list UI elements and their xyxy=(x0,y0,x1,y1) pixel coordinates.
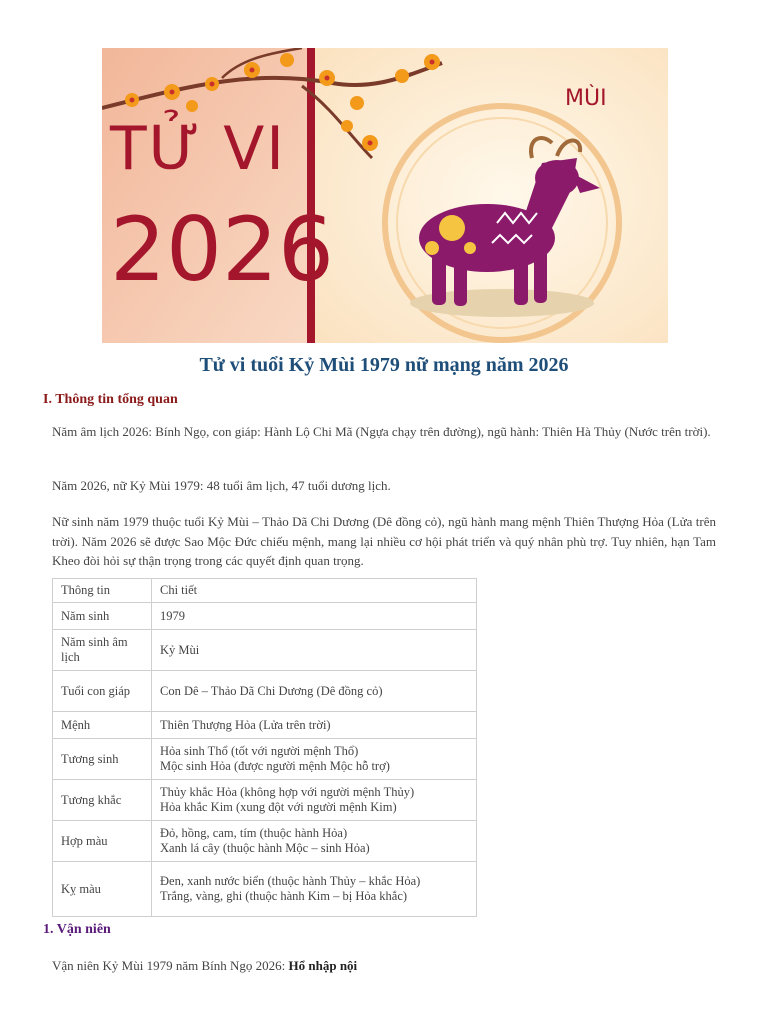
table-key-cell: Kỵ màu xyxy=(53,862,152,917)
table-row xyxy=(53,780,477,821)
table-value-line: Mộc sinh Hỏa (được người mệnh Mộc hỗ trợ) xyxy=(160,759,390,773)
banner-title-line1: TỬ VI xyxy=(110,114,286,184)
table-key-cell: Mệnh xyxy=(53,712,152,739)
paragraph-destiny: Nữ sinh năm 1979 thuộc tuổi Kỷ Mùi – Thảo Dã Chi Dương (Dê đồng cỏ), ngũ hành mang mệnh Thiên Thượng Hỏa (Lửa trên trời). Năm 2026 sẽ được Sao Mộc Đức chiếu mệnh, mang lại nhiều cơ hội phát triển và quý nhân phù trợ. Tuy nhiên, hạn Tam Kheo đòi hỏi sự thận trọng trong các quyết định quan trọng. xyxy=(52,514,716,568)
yearly-fortune-value: Hổ nhập nội xyxy=(288,958,358,973)
table-header-cell: Thông tin xyxy=(53,579,152,603)
table-key-cell: Tuổi con giáp xyxy=(53,671,152,712)
section-heading-yearly-fortune: 1. Vận niên xyxy=(43,922,111,937)
table-value-cell xyxy=(152,739,477,780)
banner-title-line2: 2026 xyxy=(110,198,334,301)
table-header-row xyxy=(53,579,477,603)
table-header-cell: Chi tiết xyxy=(152,579,477,603)
table-row xyxy=(53,603,477,630)
table-value-cell xyxy=(152,671,477,712)
table-value-cell xyxy=(152,862,477,917)
table-row xyxy=(53,630,477,671)
paragraph-age: Năm 2026, nữ Kỷ Mùi 1979: 48 tuổi âm lịch, 47 tuổi dương lịch. xyxy=(52,478,391,493)
table-value-line: Trắng, vàng, ghi (thuộc hành Kim – bị Hỏa khắc) xyxy=(160,889,408,903)
table-value-line: Xanh lá cây (thuộc hành Mộc – sinh Hỏa) xyxy=(160,841,370,855)
table-row xyxy=(53,739,477,780)
table-value-line: Thiên Thượng Hỏa (Lửa trên trời) xyxy=(160,717,331,732)
table-value-cell xyxy=(152,630,477,671)
table-key-cell: Năm sinh âm lịch xyxy=(53,630,152,671)
table-value-line: Hỏa sinh Thổ (tốt với người mệnh Thổ) xyxy=(160,744,359,758)
table-row xyxy=(53,671,477,712)
table-row xyxy=(53,821,477,862)
table-row xyxy=(53,712,477,739)
table-value-line: Đen, xanh nước biển (thuộc hành Thủy – khắc Hỏa) xyxy=(160,874,421,888)
banner-image xyxy=(102,48,668,343)
info-table xyxy=(52,578,477,917)
table-key-cell: Hợp màu xyxy=(53,821,152,862)
paragraph-yearly-fortune xyxy=(52,956,716,976)
table-key-cell: Tương sinh xyxy=(53,739,152,780)
table-value-line: Đỏ, hồng, cam, tím (thuộc hành Hỏa) xyxy=(160,826,348,840)
paragraph-lunar-year: Năm âm lịch 2026: Bính Ngọ, con giáp: Hành Lộ Chi Mã (Ngựa chạy trên đường), ngũ hành: Thiên Hà Thủy (Nước trên trời). xyxy=(52,424,711,439)
table-value-line: Hỏa khắc Kim (xung đột với người mệnh Kim) xyxy=(160,800,397,814)
table-value-cell xyxy=(152,603,477,630)
section-heading-overview: I. Thông tin tổng quan xyxy=(43,392,178,407)
table-row xyxy=(53,862,477,917)
table-key-cell: Năm sinh xyxy=(53,603,152,630)
table-value-line: Con Dê – Thảo Dã Chi Dương (Dê đồng cỏ) xyxy=(160,683,383,698)
table-value-cell xyxy=(152,780,477,821)
table-value-line: Kỷ Mùi xyxy=(160,642,200,657)
yearly-fortune-prefix: Vận niên Kỷ Mùi 1979 năm Bính Ngọ 2026: xyxy=(52,958,289,973)
banner-zodiac-label: MÙI xyxy=(565,86,607,111)
table-value-line: Thủy khắc Hỏa (không hợp với người mệnh Thủy) xyxy=(160,785,415,799)
table-value-cell xyxy=(152,712,477,739)
table-value-line: 1979 xyxy=(160,608,185,623)
article-title: Tử vi tuổi Kỷ Mùi 1979 nữ mạng năm 2026 xyxy=(199,354,569,376)
table-key-cell: Tương khắc xyxy=(53,780,152,821)
table-value-cell xyxy=(152,821,477,862)
